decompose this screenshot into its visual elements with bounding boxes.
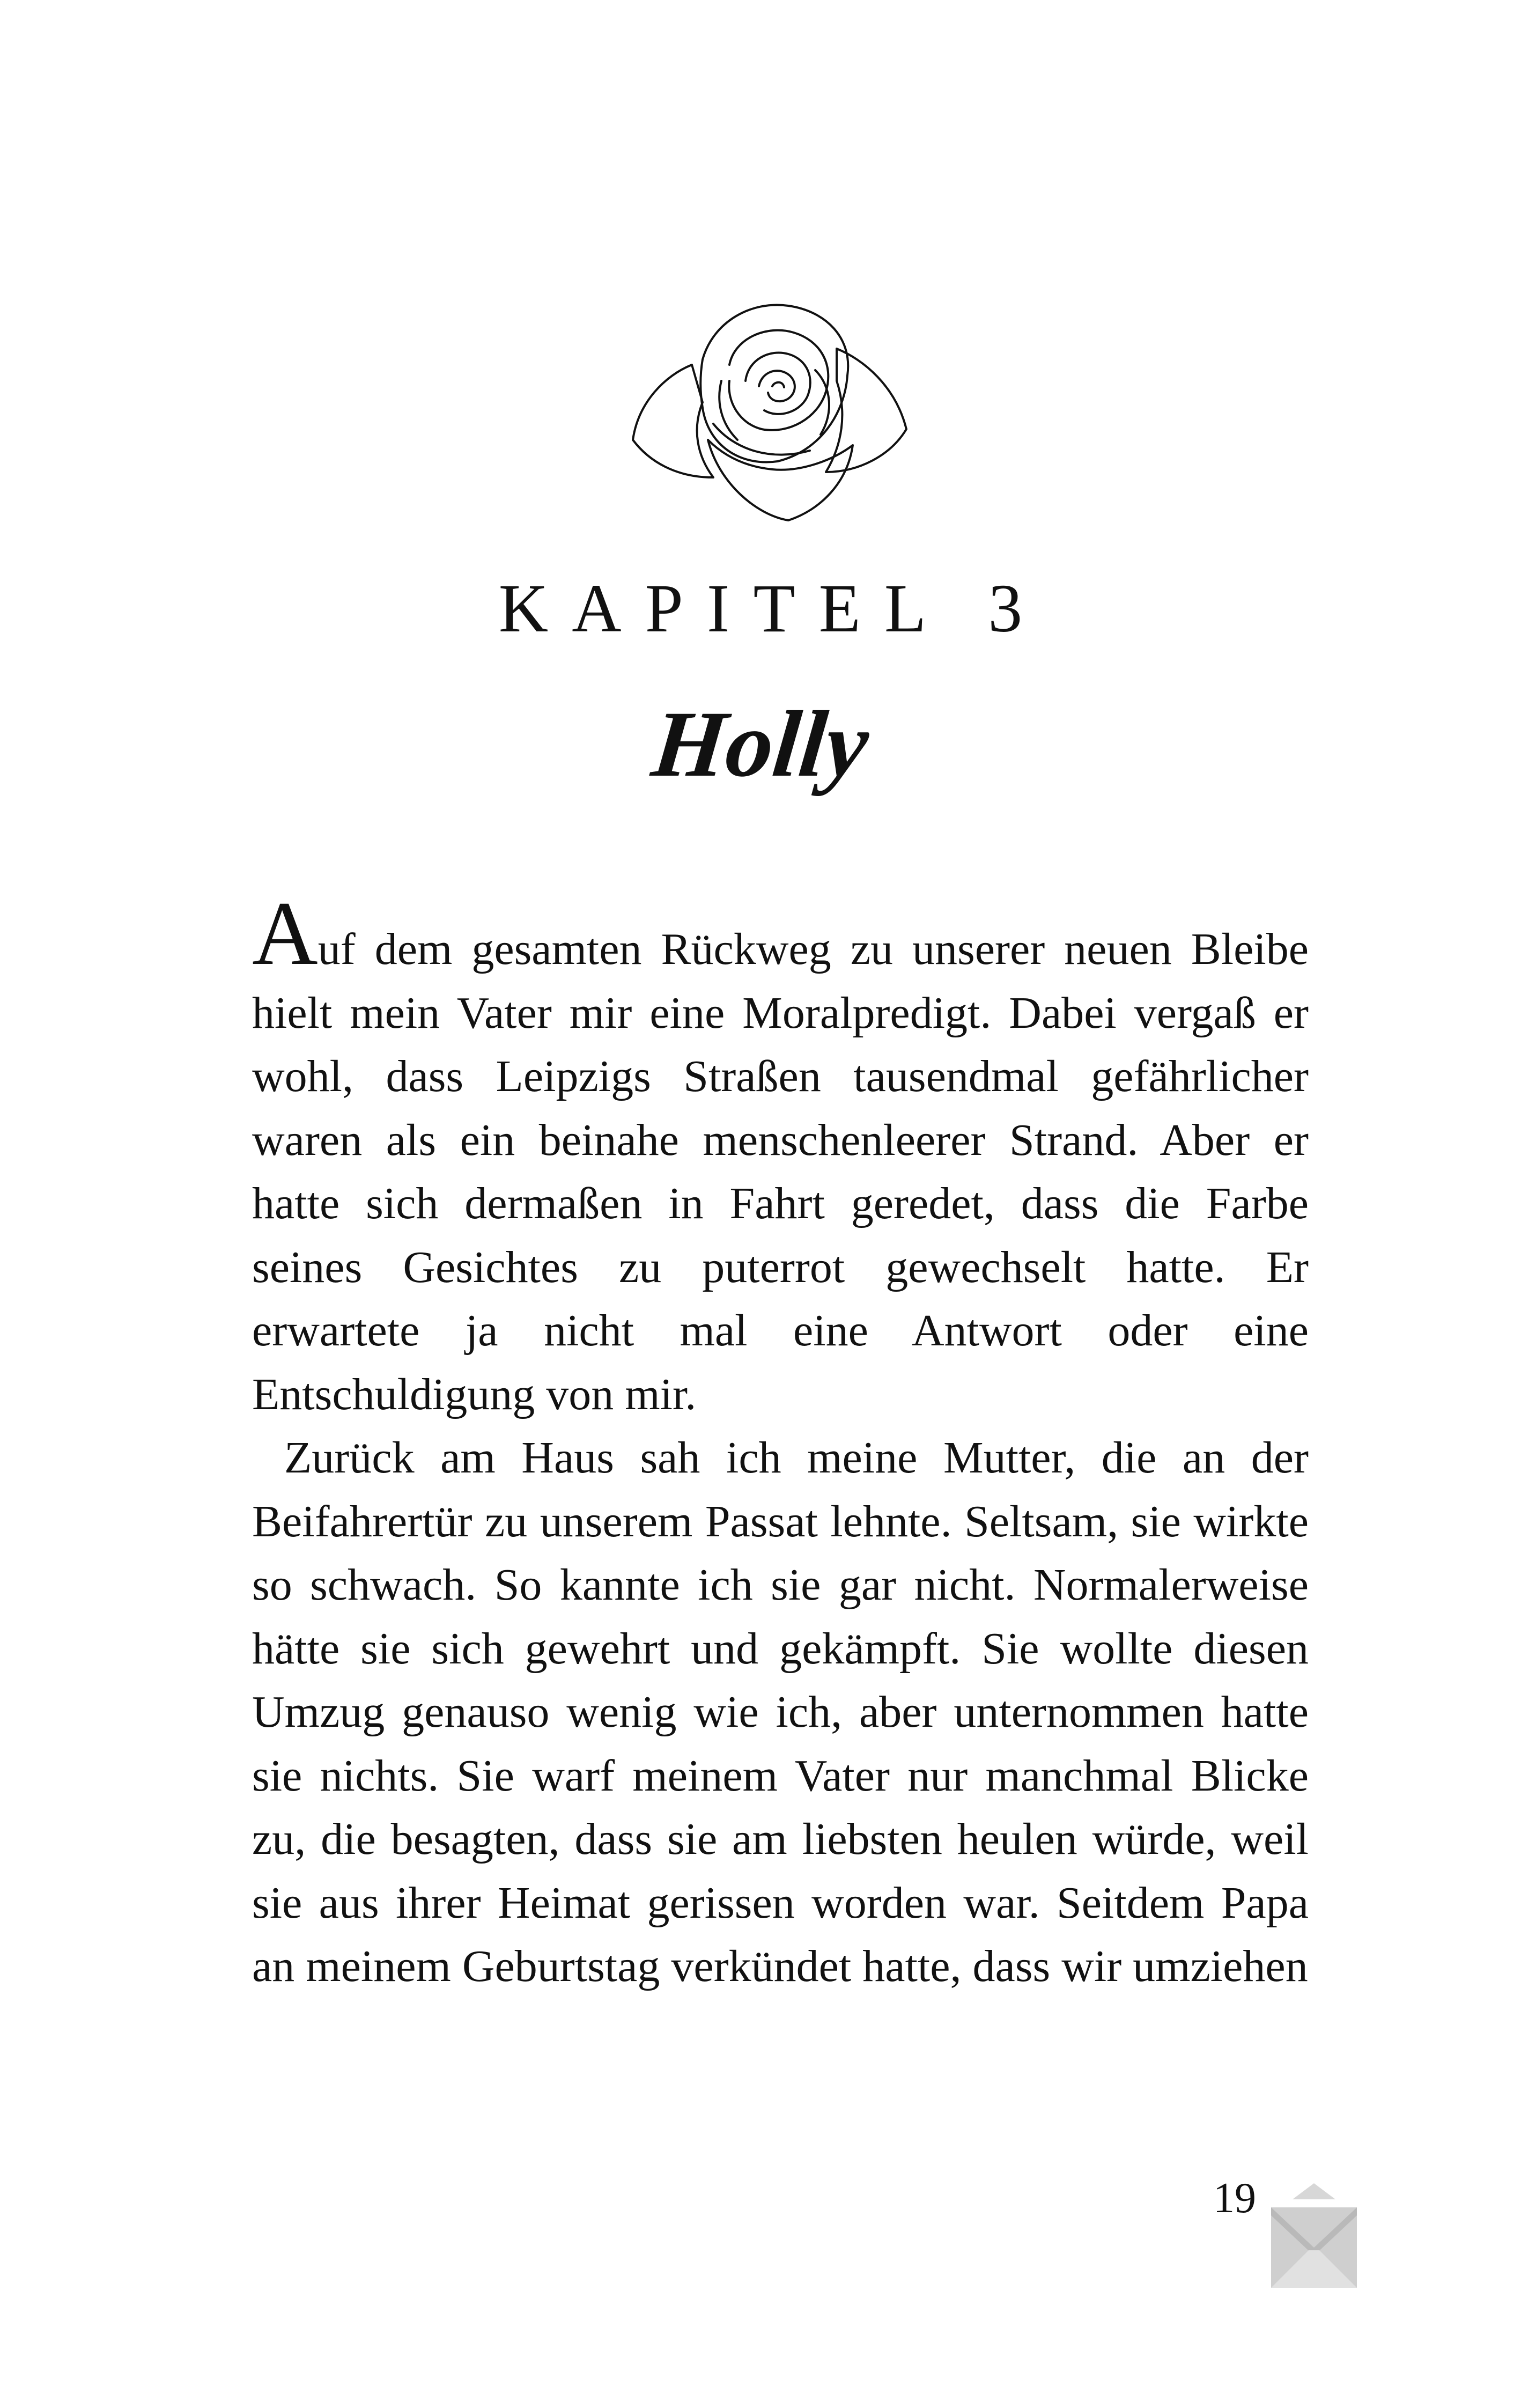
paragraph-1 <box>252 883 1309 1426</box>
envelope-icon <box>1271 2183 1357 2291</box>
rose-icon <box>627 300 912 526</box>
character-name: Holly <box>647 692 874 797</box>
drop-cap: A <box>252 883 318 984</box>
paragraph-1-text: uf dem gesamten Rückweg zu unserer neuen Bleibe hielt mein Vater mir eine Moralpredigt. Dabei vergaß er wohl, dass Leipzigs Straßen tausendmal gefährlicher waren als ein beinahe menschenleerer Strand. Aber er hatte sich dermaßen in Fahrt geredet, dass die Farbe seines Gesichtes zu puterrot gewechselt hatte. Er erwartete ja nicht mal eine Antwort oder eine Entschuldigung von mir. <box>252 924 1309 1419</box>
page-number: 19 <box>1213 2175 1256 2222</box>
body-text <box>252 883 1309 1999</box>
chapter-title: KAPITEL 3 <box>498 570 1046 646</box>
paragraph-2: Zurück am Haus sah ich meine Mutter, die an der Beifahrertür zu unserem Passat lehnte. Seltsam, sie wirkte so schwach. So kannte ich sie gar nicht. Normalerweise hätte sie sich gewehrt und gekämpft. Sie wollte diesen Umzug genauso wenig wie ich, aber unternommen hatte sie nichts. Sie warf meinem Vater nur manchmal Blicke zu, die besagten, dass sie am liebsten heulen würde, weil sie aus ihrer Heimat gerissen worden war. Seitdem Papa an meinem Geburtstag verkündet hatte, dass wir umziehen <box>252 1433 1309 1991</box>
